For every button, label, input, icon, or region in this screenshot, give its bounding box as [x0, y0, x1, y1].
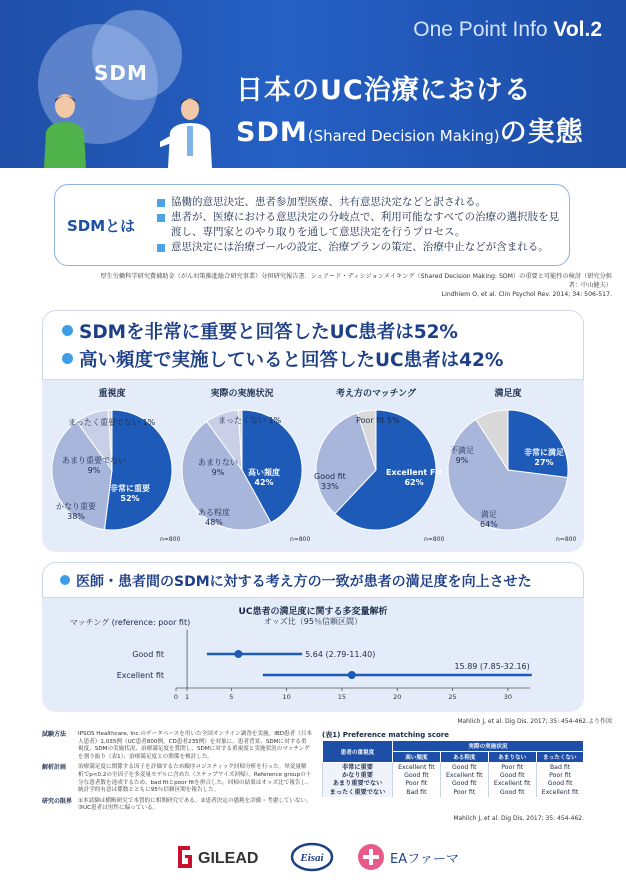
table-title: (表1) Preference matching score	[322, 731, 449, 739]
pie-slice-label: 非常に重要 52%	[110, 484, 150, 503]
sdm-definition-box	[54, 184, 570, 266]
table-corner-header: 患者の重視度	[323, 741, 393, 763]
pie-chart-card	[48, 386, 181, 546]
definition-label: SDMとは	[67, 217, 136, 235]
x-tick-label: 20	[393, 693, 402, 701]
point-estimate	[348, 671, 356, 679]
pie-title: 重視度	[98, 389, 126, 399]
svg-text:EAファーマ: EAファーマ	[390, 852, 459, 867]
pie-slice-label: まったく重要でない 1%	[68, 418, 156, 427]
headline-frequency: 高い頻度で実施していると回答したUC患者は42%	[62, 346, 503, 372]
table-row: まったく重要でない Bad fit Poor fit Good fit Excellent fit	[323, 788, 584, 796]
forest-row-label: Excellent fit	[116, 671, 164, 680]
page-title-line2: SDM(Shared Decision Making)の実態	[236, 117, 584, 148]
x-tick-label: 0	[173, 693, 179, 701]
headline-satisfaction: 医師・患者間のSDMに対する考え方の一致が患者の満足度を向上させた	[60, 571, 532, 591]
pie-chart	[444, 406, 572, 534]
forest-ylabel: マッチング (reference: poor fit)	[70, 618, 191, 627]
series-label: One Point Info Vol.2	[413, 18, 602, 41]
decorative-circle	[92, 10, 182, 100]
multivariate-panel	[42, 562, 584, 712]
x-tick-label: 25	[448, 693, 457, 701]
methods-row: 研究の限界 ①本試験は横断研究で本質的に相関研究である。②患者決定の愚鈍を評価・考慮していない。③UC患者は男性に偏っている。	[42, 797, 312, 812]
x-tick-label: 10	[282, 693, 291, 701]
estimate-label: 15.89 (7.85-32.16)	[454, 662, 530, 671]
pie-chart-card	[178, 386, 311, 546]
table-group-header: 実際の実施状況	[392, 741, 583, 752]
definition-list	[157, 195, 562, 255]
methods-row: 解析計画 治療満足度に関係する因子を評価するため順序ロジスティック回帰分析を行った。単変量解析でp<0.2の全因子を多変量モデルに含めた（ステップワイズ回帰）。Reference groupの十分な患者数を達成するため、bad fitとpoor fitを併合した。回帰の結果はオッズ比で報告し、統計学的有意は係数とともに95％信頼区間を報告した。	[42, 764, 312, 794]
sdm-bubble-text: SDM	[94, 61, 148, 85]
pie-slice-label: 不満足 9%	[450, 446, 474, 465]
definition-item: 患者が、医療における意思決定の分岐点で、利用可能なすべての治療の選択肢を見渡し、専門家とのやり取りを通して意思決定を行うプロセス。	[157, 210, 562, 240]
page-title-line1: 日本のUC治療における	[236, 75, 532, 106]
table-row: あまり重要でない Poor fit Good fit Excellent fit Good fit	[323, 780, 584, 788]
pie-sample-size: n=800	[160, 536, 181, 543]
headline-importance: SDMを非常に重要と回答したUC患者は52%	[62, 318, 458, 344]
pie-slice-label: かなり重要 38%	[56, 502, 96, 521]
pie-title: 考え方のマッチング	[335, 389, 416, 399]
x-tick-label: 1	[184, 693, 190, 701]
column-header: あまりない	[488, 752, 536, 763]
pie-chart-card	[312, 386, 445, 546]
pie-title: 実際の実施状況	[210, 389, 274, 399]
patient-illustration-icon	[40, 92, 90, 168]
svg-text:Eisai: Eisai	[300, 852, 324, 864]
point-estimate	[234, 650, 242, 658]
pie-sample-size: n=800	[556, 536, 577, 543]
pie-sample-size: n=800	[290, 536, 311, 543]
pie-slice-label: あまり重要でない 9%	[62, 456, 126, 475]
svg-text:GILEAD: GILEAD	[198, 850, 259, 867]
column-header: 高い頻度	[392, 752, 440, 763]
eisai-logo	[290, 842, 334, 876]
reference-note: 厚生労働科学研究費補助金（がん対策推進総合研究事業）分担研究報告書．シェアード・ディシジョンメイキング（Shared Decision Making: SDM）の重要と可能性の検討（研究分担者：中山健夫） Lindhiem O, et al. Clin Psychol Rev. 2014; 34: 506-517.	[100, 273, 612, 298]
pie-slice-label: 非常に満足 27%	[524, 448, 564, 467]
x-tick-label: 30	[503, 693, 513, 701]
pie-slice-label: Excellent Fit 62%	[386, 468, 443, 487]
reference-note: Mahlich J, et al. Dig Dis. 2017; 35: 454-462.より作図	[457, 718, 612, 725]
header-banner	[0, 0, 626, 168]
pie-slice-label: まったくない 1%	[218, 416, 282, 425]
pie-slice-label: Good fit 33%	[314, 472, 346, 491]
pie-slice-label: 高い頻度 42%	[248, 468, 280, 487]
gilead-logo	[174, 842, 284, 876]
doctor-illustration-icon	[160, 96, 220, 168]
methods-section	[42, 731, 312, 816]
x-tick-label: 5	[229, 693, 234, 701]
definition-item: 協働的意思決定、患者参加型医療、共有意思決定などと訳される。	[157, 195, 562, 210]
definition-item: 意思決定には治療ゴールの設定、治療プランの策定、治療中止などが含まれる。	[157, 240, 562, 255]
column-header: ある程度	[440, 752, 488, 763]
pie-chart-card	[444, 386, 577, 546]
pie-slice-label: あまりない 9%	[198, 458, 238, 477]
survey-results-panel	[42, 310, 584, 552]
reference-note: Mahlich J, et al. Dig Dis. 2017; 35: 454-462.	[453, 815, 584, 822]
bullet-dot-icon	[62, 325, 73, 336]
forest-plot-subtitle: オッズ比（95％信頼区間）	[264, 617, 362, 626]
pie-slice-label: 満足 64%	[480, 510, 498, 529]
pie-slice-label: Poor fit 5%	[356, 416, 400, 425]
x-tick-label: 15	[337, 693, 347, 701]
table-row: かなり重要 Good fit Excellent fit Good fit Poor fit	[323, 771, 584, 779]
pie-sample-size: n=800	[424, 536, 445, 543]
column-header: まったくない	[536, 752, 583, 763]
table-row: 非常に重要 Excellent fit Good fit Poor fit Bad fit	[323, 763, 584, 772]
ea-pharma-logo	[356, 842, 466, 876]
forest-row-label: Good fit	[132, 650, 164, 659]
pie-slice-label: ある程度 48%	[198, 508, 230, 527]
preference-matching-table	[322, 740, 584, 797]
bullet-dot-icon	[62, 353, 73, 364]
estimate-label: 5.64 (2.79-11.40)	[305, 650, 376, 659]
forest-plot-title: UC患者の満足度に関する多変量解析	[238, 607, 388, 617]
methods-row: 試験方法 IPSOS Healthcare, Inc.のデータベースを用いた全国オンライン調査を実施。IBD患者（日本人患者）1,035例（UC患者800例、CD患者235例）を対象に、患者背景、SDMに対する重視度、SDMの実施状況、治療満足度を質問し、SDMに対する重視度と実施状況のマッチングを割り振り（表1）、治療満足度との関係を検討した。	[42, 731, 312, 760]
pie-title: 満足度	[494, 389, 522, 399]
forest-plot	[42, 562, 584, 712]
